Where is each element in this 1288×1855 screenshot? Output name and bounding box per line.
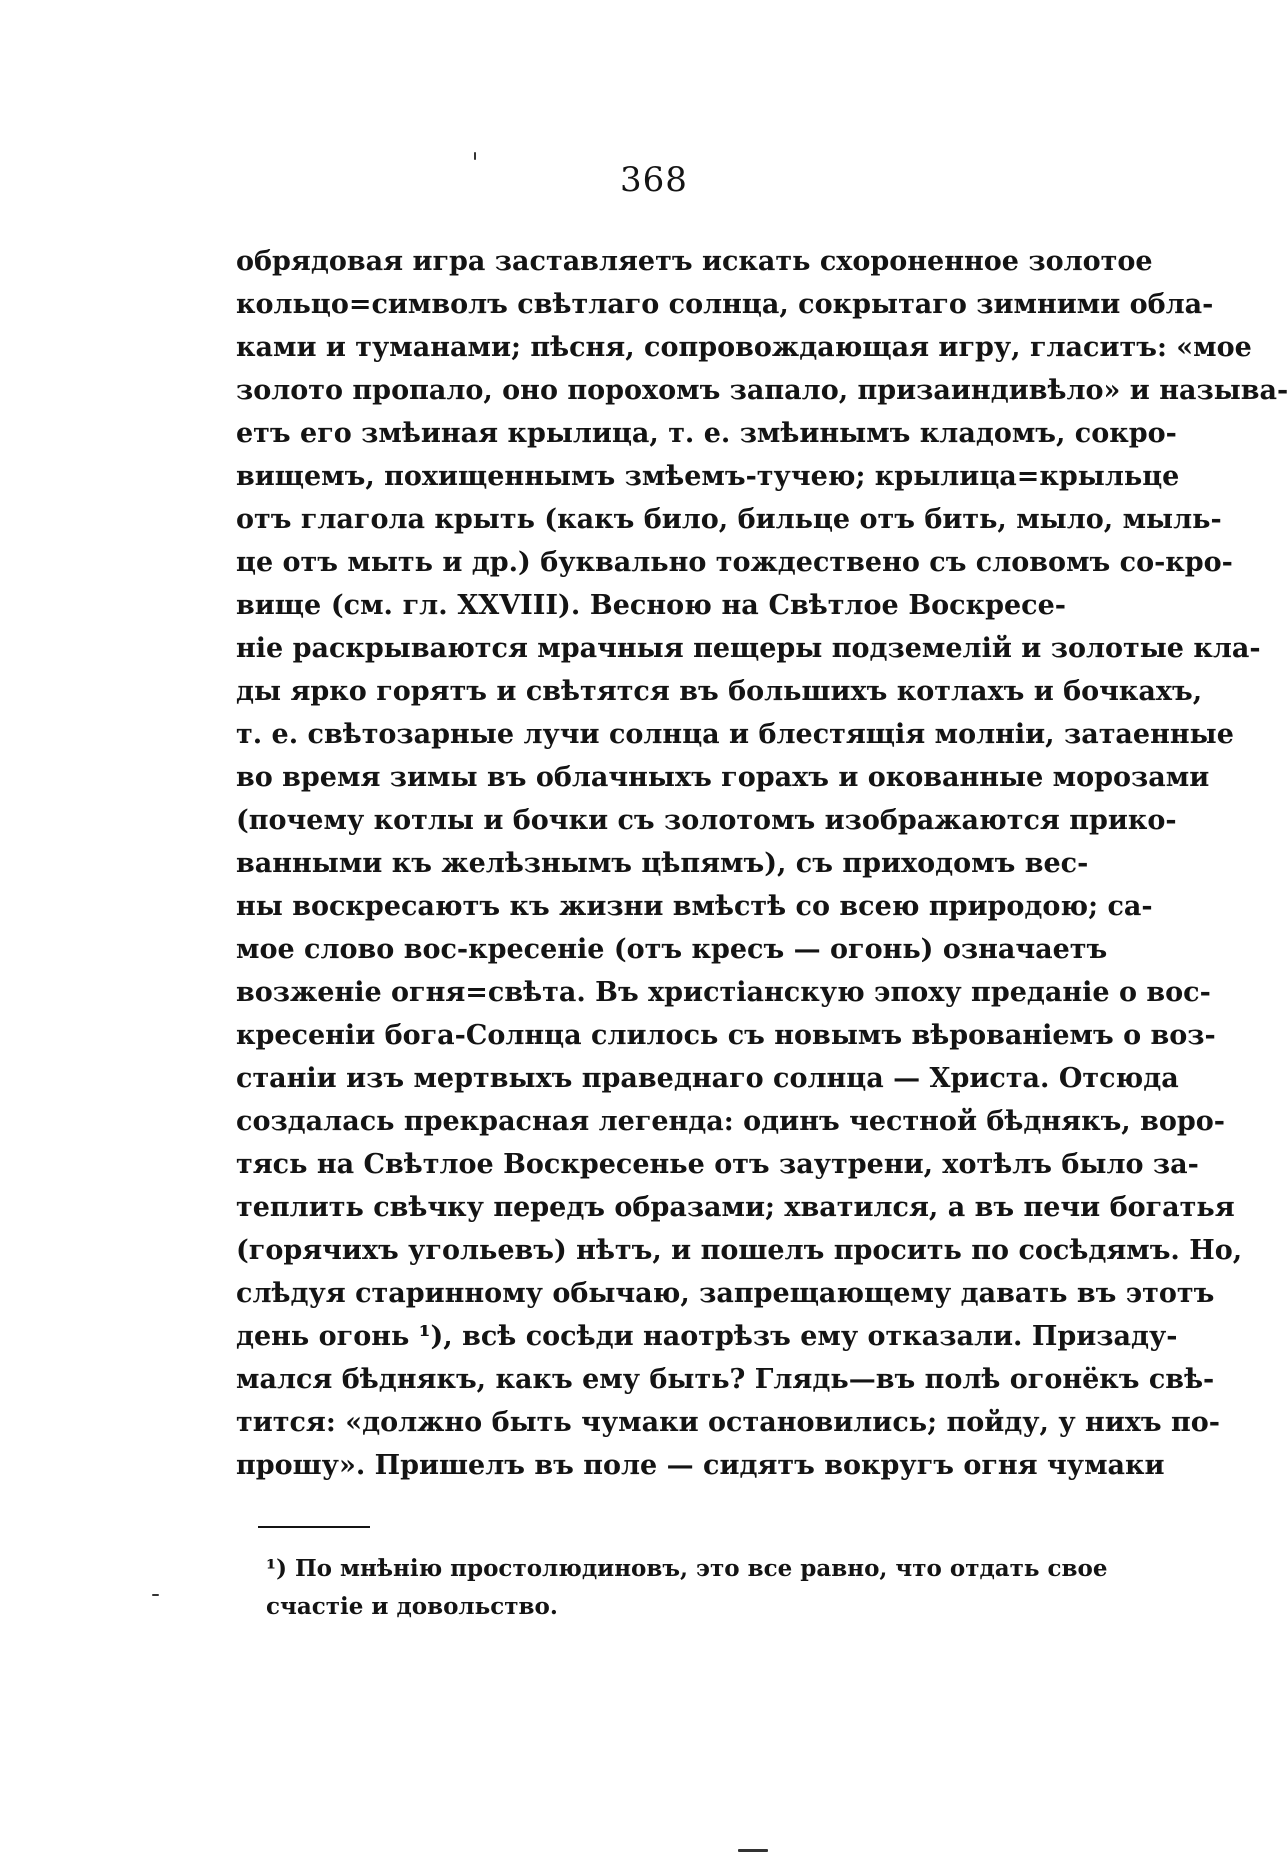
text-line: обрядовая игра заставляетъ искать схороненное золотое: [236, 246, 1153, 277]
text-line: кольцо=символъ свѣтлаго солнца, сокрытаго зимними обла-: [236, 289, 1214, 320]
text-line: возженіе огня=свѣта. Въ христіанскую эпоху преданіе о вос-: [236, 977, 1211, 1008]
footnote: [266, 1550, 1108, 1626]
text-line: мался бѣднякъ, какъ ему быть? Глядь—въ полѣ огонёкъ свѣ-: [236, 1364, 1215, 1395]
text-line: ды ярко горятъ и свѣтятся въ большихъ котлахъ и бочкахъ,: [236, 676, 1203, 707]
text-line: отъ глагола крыть (какъ било, бильце отъ бить, мыло, мыль-: [236, 504, 1222, 535]
footnote-line: счастіе и довольство.: [266, 1593, 558, 1620]
text-line: вище (см. гл. XXVIII). Весною на Свѣтлое Воскресе-: [236, 590, 1066, 621]
text-line: це отъ мыть и др.) буквально тождествено съ словомъ со-кро-: [236, 547, 1233, 578]
text-line: ніе раскрываются мрачныя пещеры подземелій и золотые кла-: [236, 633, 1261, 664]
text-line: станіи изъ мертвыхъ праведнаго солнца — Христа. Отсюда: [236, 1063, 1179, 1094]
text-line: день огонь ¹), всѣ сосѣди наотрѣзъ ему отказали. Призаду-: [236, 1321, 1178, 1352]
text-line: тится: «должно быть чумаки остановились; пойду, у нихъ по-: [236, 1407, 1220, 1438]
text-line: прошу». Пришелъ въ поле — сидятъ вокругъ огня чумаки: [236, 1450, 1165, 1481]
text-line: кресеніи бога-Солнца слилось съ новымъ вѣрованіемъ о воз-: [236, 1020, 1216, 1051]
footnote-line: ¹) По мнѣнію простолюдиновъ, это все равно, что отдать свое: [266, 1555, 1108, 1582]
text-line: тясь на Свѣтлое Воскресенье отъ заутрени, хотѣлъ было за-: [236, 1149, 1199, 1180]
text-line: создалась прекрасная легенда: одинъ честной бѣднякъ, воро-: [236, 1106, 1225, 1137]
text-line: ванными къ желѣзнымъ цѣпямъ), съ приходомъ вес-: [236, 848, 1089, 879]
text-line: золото пропало, оно порохомъ запало, призаиндивѣло» и называ-: [236, 375, 1288, 406]
scan-speck: [738, 1849, 768, 1852]
text-line: мое слово вос-кресеніе (отъ кресъ — огонь) означаетъ: [236, 934, 1108, 965]
text-line: т. е. свѣтозарные лучи солнца и блестящія молніи, затаенные: [236, 719, 1234, 750]
body-text: [236, 240, 1288, 1487]
text-line: вищемъ, похищеннымъ змѣемъ-тучею; крылица=крыльце: [236, 461, 1180, 492]
text-line: ками и туманами; пѣсня, сопровождающая игру, гласитъ: «мое: [236, 332, 1252, 363]
text-line: етъ его змѣиная крылица, т. е. змѣинымъ кладомъ, сокро-: [236, 418, 1177, 449]
page-number: 368: [620, 160, 688, 200]
text-line: (почему котлы и бочки съ золотомъ изображаются прико-: [236, 805, 1177, 836]
text-line: теплить свѣчку передъ образами; хватился, а въ печи богатья: [236, 1192, 1235, 1223]
text-line: во время зимы въ облачныхъ горахъ и окованные морозами: [236, 762, 1210, 793]
text-line: слѣдуя старинному обычаю, запрещающему давать въ этотъ: [236, 1278, 1215, 1309]
footnote-separator: [258, 1526, 370, 1528]
text-line: ны воскресаютъ къ жизни вмѣстѣ со всею природою; са-: [236, 891, 1153, 922]
scan-speck: [152, 1594, 159, 1596]
text-line: (горячихъ угольевъ) нѣтъ, и пошелъ просить по сосѣдямъ. Но,: [236, 1235, 1243, 1266]
scan-speck: [474, 152, 476, 160]
